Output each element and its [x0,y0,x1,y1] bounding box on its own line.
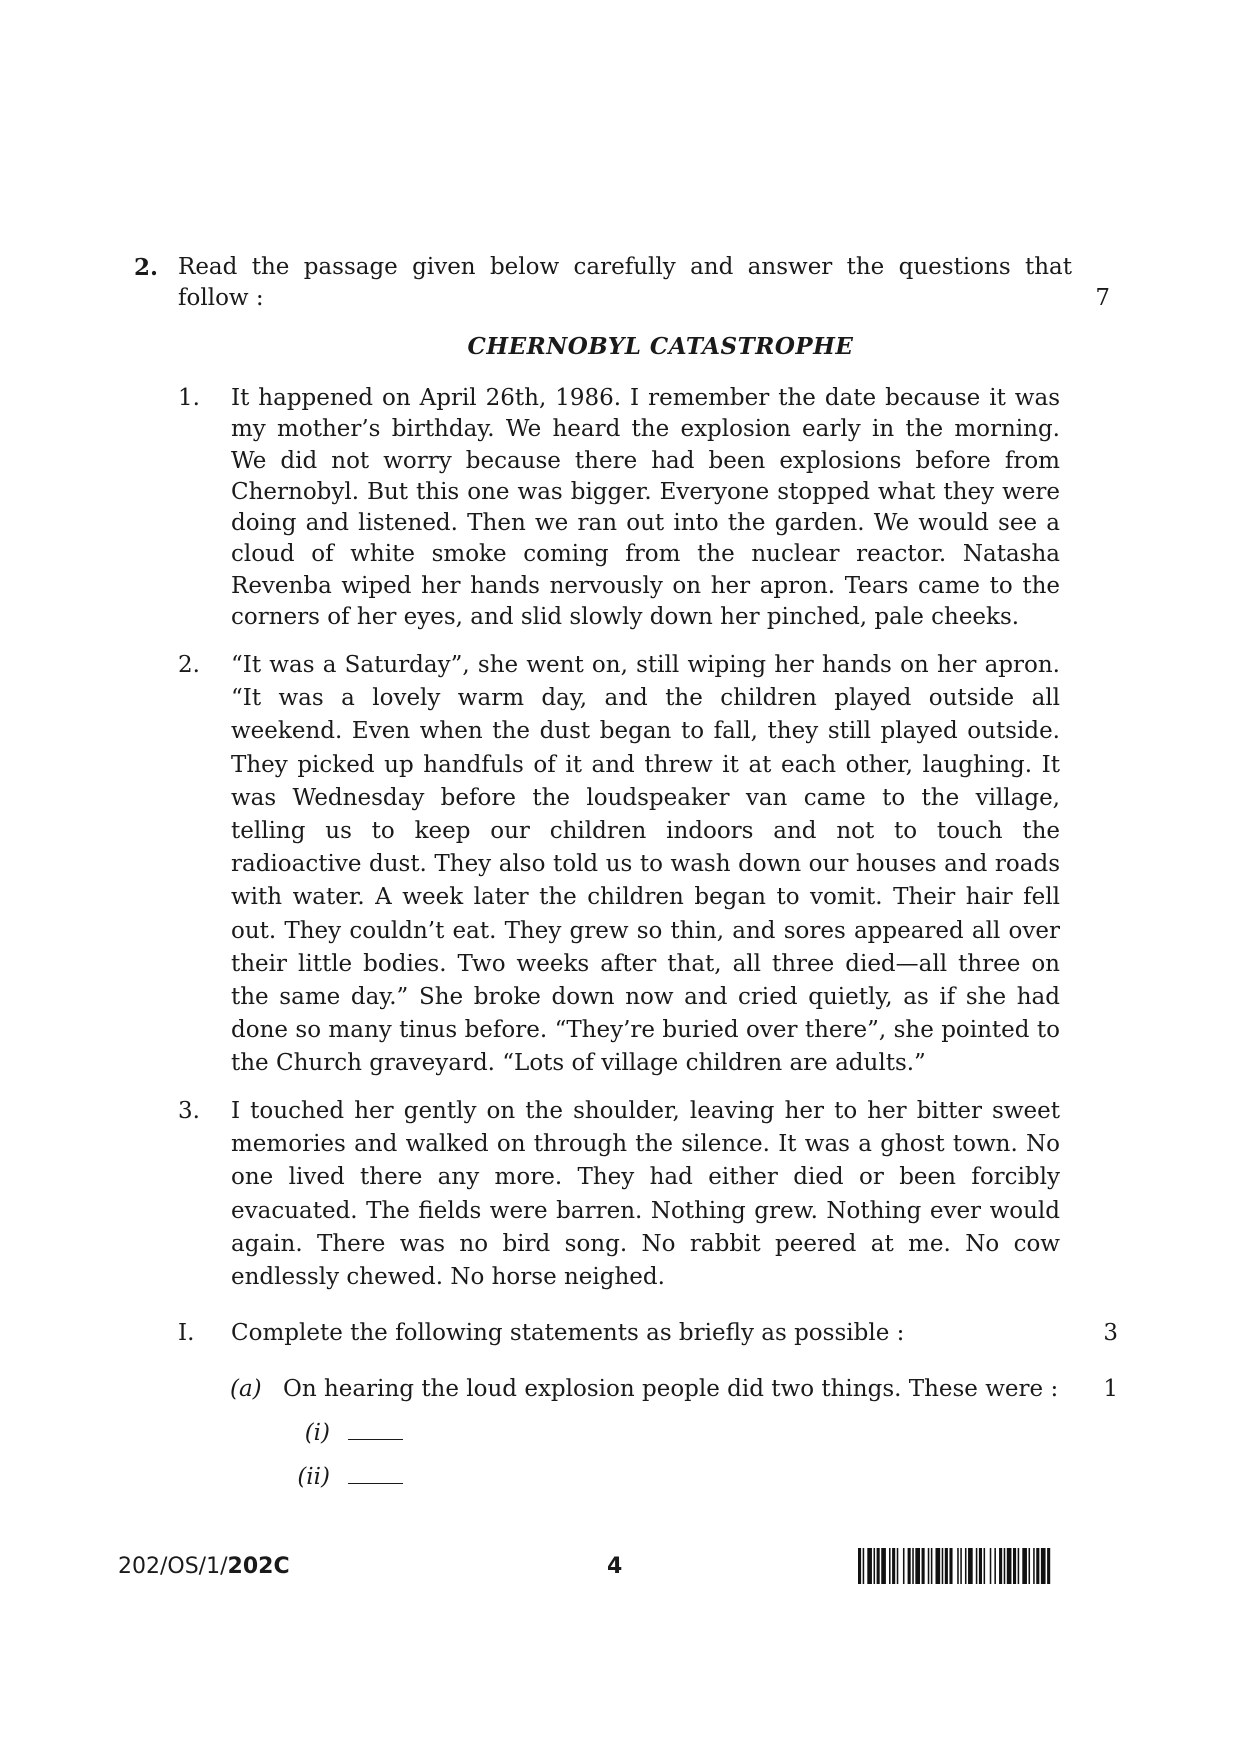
paragraph-number: 2. [178,652,200,678]
section-instruction: Complete the following statements as briefly as possible : [231,1320,905,1346]
passage-paragraph-2 [178,649,1060,1081]
answer-blank[interactable] [348,1469,403,1484]
barcode-bar [877,1548,880,1584]
paper-code [118,1554,290,1579]
answer-part-ii [280,1462,403,1493]
barcode [858,1548,1116,1584]
barcode-bar [1036,1548,1039,1584]
barcode-bar [1004,1548,1006,1584]
question-marks: 7 [1095,285,1110,311]
paragraph-text: “It was a Saturday”, she went on, still wiping her hands on her apron. “It was a lovely warm day, and the children played outside all weekend. Even when the dust began to fall, they still played outside. They picked up handfuls of it and threw it at each other, laughing. It was Wednesday before the loudspeaker van came to the village, telling us to keep our children indoors and not to touch the radioactive dust. They also told us to wash down our houses and roads with water. A week later the children began to vomit. Their hair fell out. They couldn’t eat. They grew so thin, and sores appeared all over their little bodies. Two weeks after that, all three died—all three on the same day.” She broke down now and cried quietly, as if she had done so many tinus before. “They’re buried over there”, she pointed to the Church graveyard. “Lots of village children are adults.” [231,652,1060,1077]
barcode-bar [957,1548,959,1584]
barcode-bar [999,1548,1002,1584]
paragraph-text: I touched her gently on the shoulder, leaving her to her bitter sweet memories and walked on through the silence. It was a ghost town. No one lived there any more. They had either died or been forcibly evacuated. The fields were barren. Nothing grew. Nothing ever would again. There was no bird song. No rabbit peered at me. No cow endlessly chewed. No horse neighed. [231,1098,1060,1291]
barcode-bar [922,1548,925,1584]
barcode-bar [1007,1548,1012,1584]
barcode-bar [928,1548,930,1584]
barcode-bar [936,1548,941,1584]
answer-blank[interactable] [348,1425,403,1440]
page-number: 4 [607,1554,623,1579]
section-marks: 3 [1103,1320,1118,1346]
question-prompt-line1: Read the passage given below carefully and answer the questions that [178,254,1072,280]
barcode-bar [915,1548,920,1584]
barcode-bar [863,1548,865,1584]
barcode-bar [976,1548,978,1584]
paragraph-number: 1. [178,385,200,411]
sub-question-marks: 1 [1103,1376,1118,1402]
barcode-bar [1022,1548,1027,1584]
section-number: I. [178,1320,195,1346]
answer-part-i [280,1418,403,1449]
barcode-bar [968,1548,973,1584]
barcode-bar [945,1548,948,1584]
barcode-bar [1029,1548,1031,1584]
question-prompt-line2: follow : [178,285,264,311]
barcode-bar [912,1548,914,1584]
barcode-bar [908,1548,911,1584]
paper-code-prefix: 202/OS/1/ [118,1554,228,1579]
sub-question-label: (a) [230,1376,262,1402]
barcode-bar [1018,1548,1020,1584]
barcode-bar [889,1548,891,1584]
barcode-bar [979,1548,982,1584]
barcode-bar [960,1548,962,1584]
paper-code-bold: 202C [227,1554,290,1579]
barcode-bar [931,1548,933,1584]
answer-part-label: (ii) [297,1464,330,1490]
question-number: 2. [134,254,159,281]
sub-question-text: On hearing the loud explosion people did two things. These were : [283,1376,1059,1402]
paragraph-number: 3. [178,1098,200,1124]
barcode-bar [942,1548,944,1584]
barcode-bar [984,1548,986,1584]
barcode-bar [994,1548,996,1584]
passage-paragraph-3 [178,1095,1060,1294]
barcode-bar [874,1548,876,1584]
barcode-bar [897,1548,899,1584]
barcode-bar [858,1548,861,1584]
barcode-bar [1047,1548,1050,1584]
barcode-bar [1041,1548,1046,1584]
barcode-bar [965,1548,967,1584]
paragraph-text: It happened on April 26th, 1986. I remember the date because it was my mother’s birthday. We heard the explosion early in the morning. We did not worry because there had been explosions before from Chernobyl. But this one was bigger. Everyone stopped what they were doing and listened. Then we ran out into the garden. We would see a cloud of white smoke coming from the nuclear reactor. Natasha Revenba wiped her hands nervously on her apron. Tears came to the corners of her eyes, and slid slowly down her pinched, pale cheeks. [231,385,1060,631]
barcode-bar [867,1548,872,1584]
barcode-bar [881,1548,886,1584]
passage-paragraph-1 [178,383,1060,633]
barcode-bar [1033,1548,1035,1584]
answer-part-label: (i) [304,1420,330,1446]
barcode-bar [949,1548,952,1584]
barcode-bar [892,1548,895,1584]
barcode-bar [1013,1548,1016,1584]
barcode-bar [903,1548,905,1584]
passage-title: CHERNOBYL CATASTROPHE [467,333,854,360]
barcode-bar [990,1548,992,1584]
